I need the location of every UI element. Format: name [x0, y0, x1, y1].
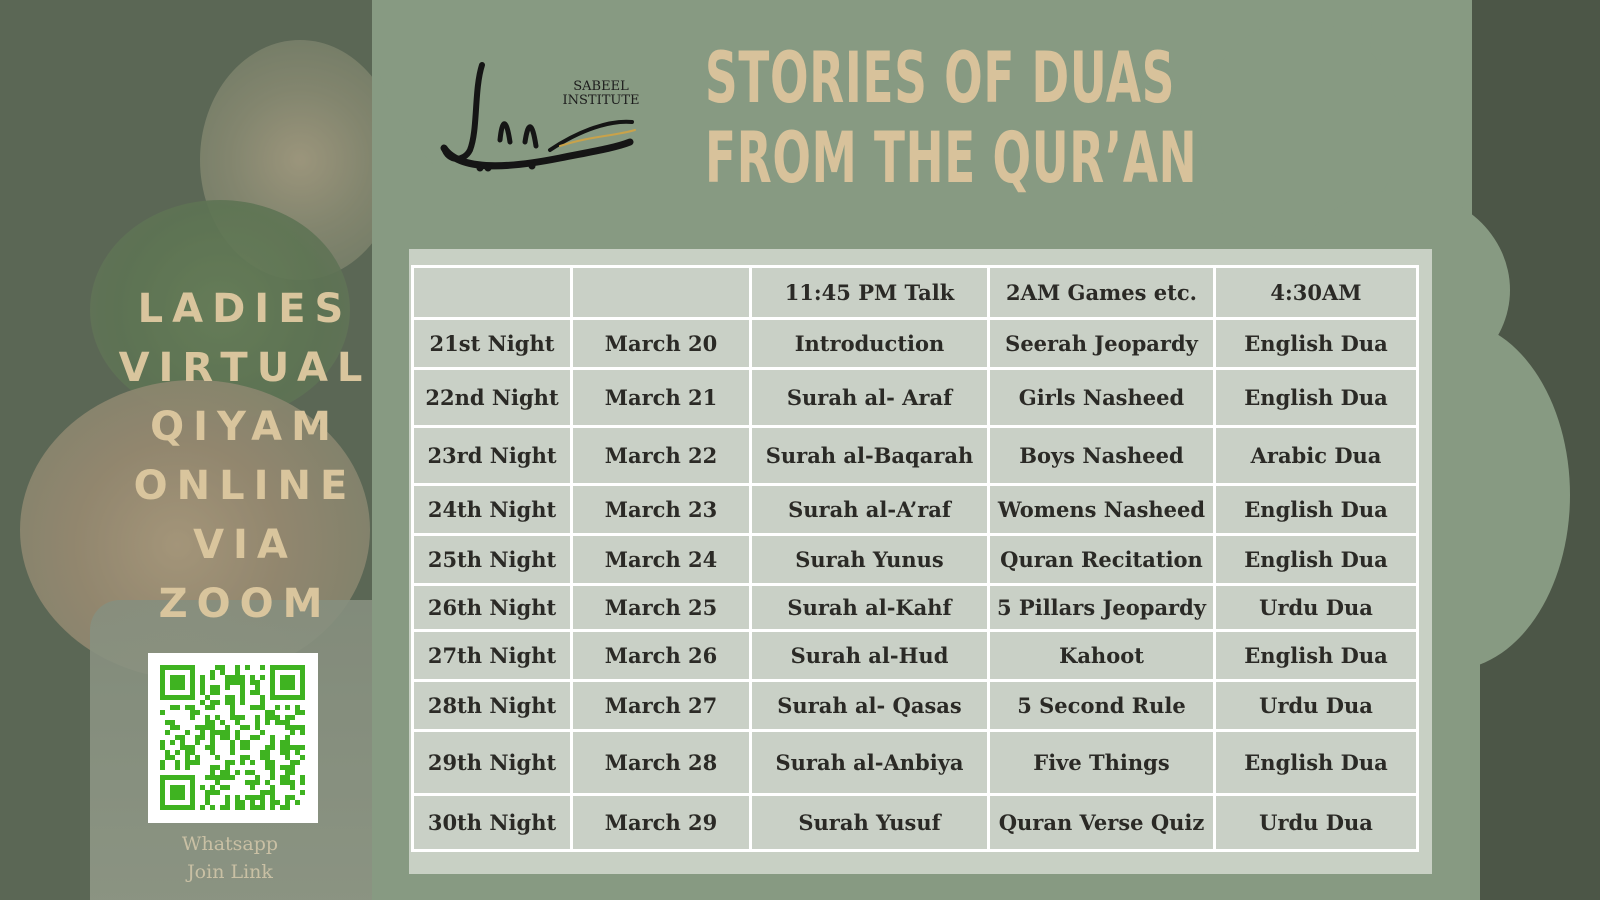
- table-cell: Surah al-Hud: [751, 631, 989, 681]
- header-cell: [572, 267, 751, 319]
- qr-label-line: Join Link: [187, 861, 273, 883]
- side-heading: [110, 280, 380, 634]
- side-heading-line: VIRTUAL: [118, 345, 372, 391]
- table-cell: 30th Night: [413, 795, 572, 851]
- table-cell: English Dua: [1215, 485, 1418, 535]
- table-cell: Surah al-Baqarah: [751, 427, 989, 485]
- table-cell: March 27: [572, 681, 751, 731]
- table-cell: English Dua: [1215, 631, 1418, 681]
- header-row: [413, 267, 1418, 319]
- table-cell: 29th Night: [413, 731, 572, 795]
- table-cell: 25th Night: [413, 535, 572, 585]
- table-row: [413, 485, 1418, 535]
- logo-line: SABEEL: [573, 79, 629, 94]
- table-cell: March 23: [572, 485, 751, 535]
- table-cell: Girls Nasheed: [989, 369, 1215, 427]
- table-cell: English Dua: [1215, 731, 1418, 795]
- side-heading-line: ZOOM: [158, 581, 332, 627]
- logo-line: INSTITUTE: [562, 93, 640, 108]
- schedule-panel: [409, 249, 1432, 874]
- table-cell: 22nd Night: [413, 369, 572, 427]
- table-cell: 5 Second Rule: [989, 681, 1215, 731]
- table-cell: March 28: [572, 731, 751, 795]
- table-row: [413, 427, 1418, 485]
- table-cell: English Dua: [1215, 319, 1418, 369]
- side-heading-line: VIA: [193, 522, 297, 568]
- logo-wordmark: [546, 80, 656, 108]
- table-row: [413, 731, 1418, 795]
- side-heading-line: QIYAM: [150, 404, 340, 450]
- table-cell: Womens Nasheed: [989, 485, 1215, 535]
- table-cell: Quran Verse Quiz: [989, 795, 1215, 851]
- table-cell: Surah Yunus: [751, 535, 989, 585]
- table-cell: Surah al- Qasas: [751, 681, 989, 731]
- table-cell: 26th Night: [413, 585, 572, 631]
- table-cell: Arabic Dua: [1215, 427, 1418, 485]
- table-cell: Surah Yusuf: [751, 795, 989, 851]
- table-row: [413, 681, 1418, 731]
- table-cell: Surah al-A’raf: [751, 485, 989, 535]
- table-cell: Introduction: [751, 319, 989, 369]
- table-cell: March 26: [572, 631, 751, 681]
- arabic-calligraphy-logo-icon: [440, 50, 650, 180]
- table-cell: 24th Night: [413, 485, 572, 535]
- table-row: [413, 535, 1418, 585]
- table-cell: Urdu Dua: [1215, 681, 1418, 731]
- table-cell: March 25: [572, 585, 751, 631]
- header-cell: 11:45 PM Talk: [751, 267, 989, 319]
- table-cell: Five Things: [989, 731, 1215, 795]
- table-cell: Urdu Dua: [1215, 795, 1418, 851]
- table-row: [413, 795, 1418, 851]
- table-cell: 21st Night: [413, 319, 572, 369]
- side-heading-line: ONLINE: [133, 463, 357, 509]
- whatsapp-qr-code[interactable]: [148, 653, 318, 823]
- table-cell: 23rd Night: [413, 427, 572, 485]
- table-cell: English Dua: [1215, 369, 1418, 427]
- table-cell: Surah al-Anbiya: [751, 731, 989, 795]
- table-row: [413, 369, 1418, 427]
- table-cell: March 21: [572, 369, 751, 427]
- qr-label-line: Whatsapp: [181, 833, 279, 855]
- table-cell: March 20: [572, 319, 751, 369]
- page-title: [705, 38, 1197, 198]
- table-cell: 28th Night: [413, 681, 572, 731]
- table-cell: Boys Nasheed: [989, 427, 1215, 485]
- table-cell: Kahoot: [989, 631, 1215, 681]
- table-cell: March 24: [572, 535, 751, 585]
- title-line: FROM THE QUR’AN: [705, 117, 1198, 199]
- table-row: [413, 631, 1418, 681]
- header-cell: 4:30AM: [1215, 267, 1418, 319]
- table-cell: March 22: [572, 427, 751, 485]
- table-cell: 5 Pillars Jeopardy: [989, 585, 1215, 631]
- table-cell: Surah al-Kahf: [751, 585, 989, 631]
- table-row: [413, 319, 1418, 369]
- qr-code-icon: [148, 653, 318, 823]
- table-cell: 27th Night: [413, 631, 572, 681]
- side-heading-line: LADIES: [137, 286, 353, 332]
- table-cell: March 29: [572, 795, 751, 851]
- table-cell: English Dua: [1215, 535, 1418, 585]
- table-cell: Seerah Jeopardy: [989, 319, 1215, 369]
- header-cell: [413, 267, 572, 319]
- title-line: STORIES OF DUAS: [705, 37, 1176, 119]
- schedule-table: [411, 265, 1419, 852]
- table-cell: Surah al- Araf: [751, 369, 989, 427]
- header-cell: 2AM Games etc.: [989, 267, 1215, 319]
- table-cell: Urdu Dua: [1215, 585, 1418, 631]
- qr-label: [150, 830, 310, 886]
- table-row: [413, 585, 1418, 631]
- table-cell: Quran Recitation: [989, 535, 1215, 585]
- sabeel-institute-logo: [440, 50, 650, 180]
